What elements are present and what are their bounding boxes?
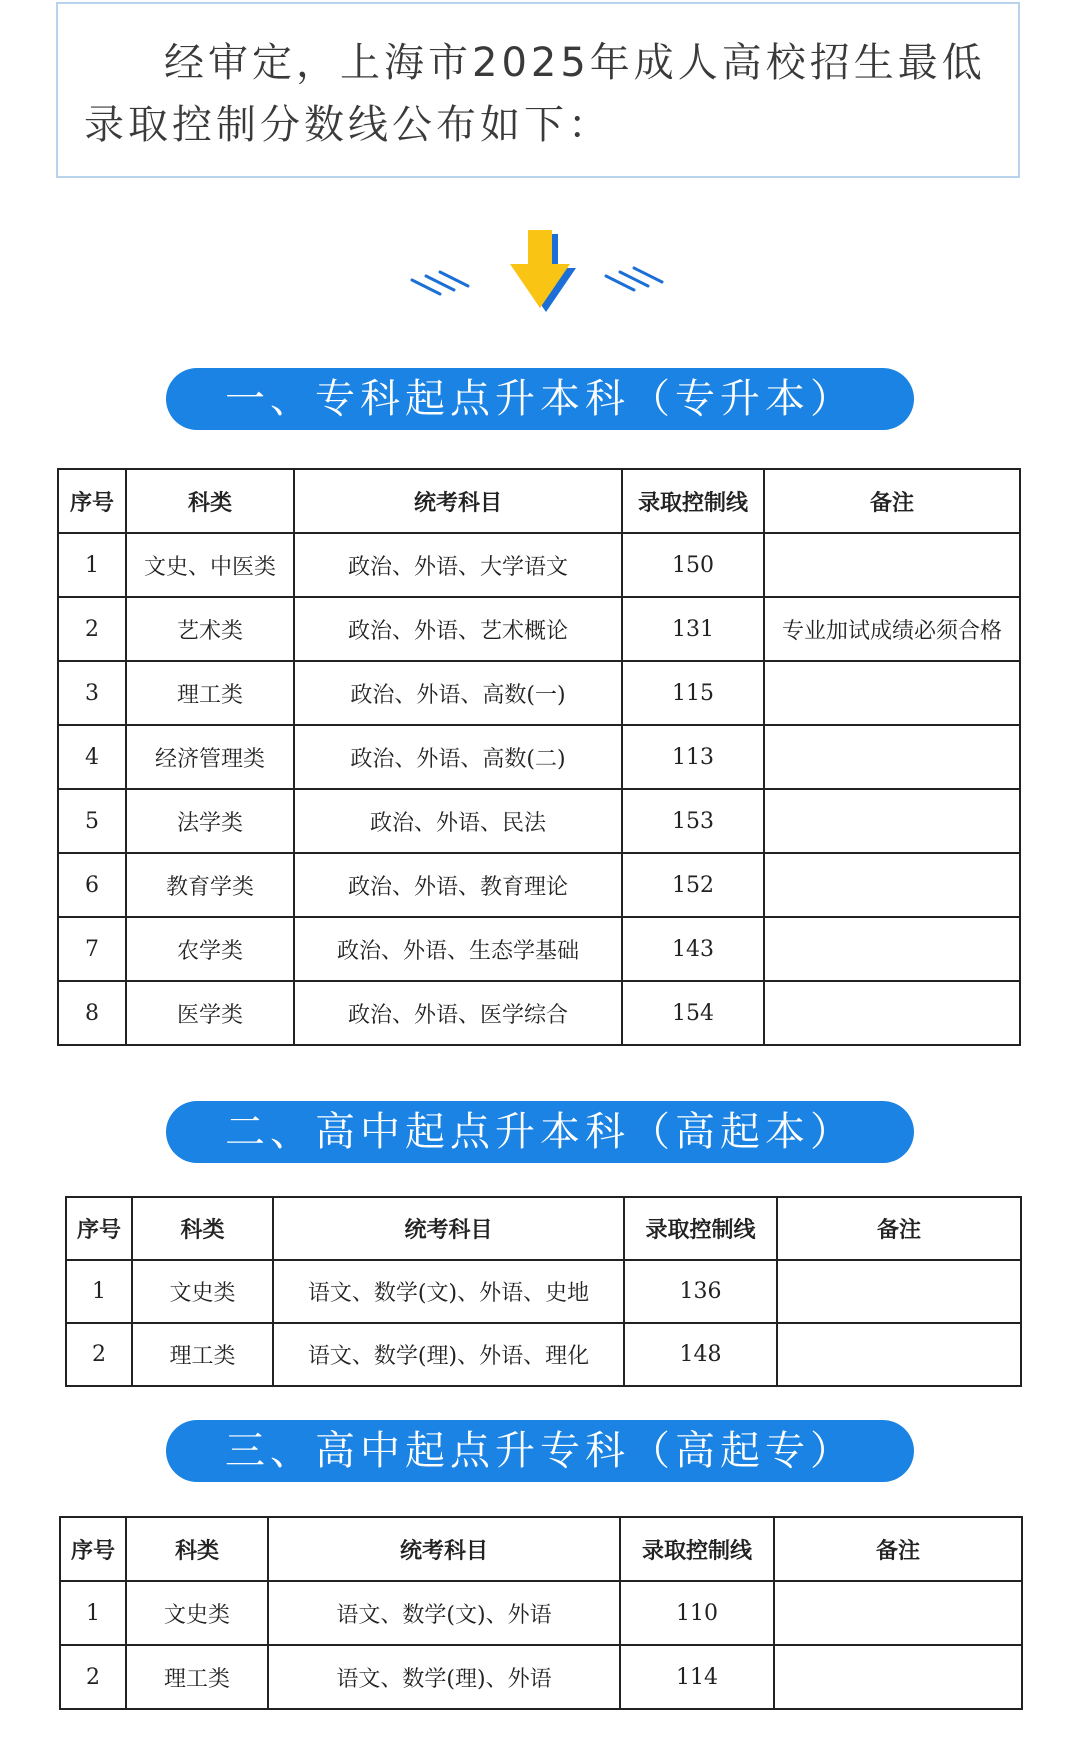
cell-category: 文史类 xyxy=(126,1581,268,1645)
cell-subjects: 政治、外语、艺术概论 xyxy=(294,597,622,661)
cell-score: 152 xyxy=(622,853,764,917)
header-no: 序号 xyxy=(58,469,126,533)
table-row xyxy=(60,1581,1022,1645)
cell-no: 4 xyxy=(58,725,126,789)
cell-no: 2 xyxy=(58,597,126,661)
score-table-2 xyxy=(65,1196,1022,1387)
section-title-1: 一、专科起点升本科（专升本） xyxy=(166,368,914,430)
cell-category: 文史类 xyxy=(132,1260,273,1323)
cell-category: 理工类 xyxy=(132,1323,273,1386)
cell-remark xyxy=(764,661,1020,725)
cell-no: 1 xyxy=(58,533,126,597)
cell-subjects: 语文、数学(文)、外语 xyxy=(268,1581,620,1645)
table-row xyxy=(66,1260,1021,1323)
cell-score: 150 xyxy=(622,533,764,597)
cell-category: 艺术类 xyxy=(126,597,294,661)
right-hatch-icon xyxy=(606,268,662,290)
header-remark: 备注 xyxy=(764,469,1020,533)
down-arrow-icon xyxy=(510,230,576,312)
header-no: 序号 xyxy=(60,1517,126,1581)
header-remark: 备注 xyxy=(774,1517,1022,1581)
cell-category: 理工类 xyxy=(126,661,294,725)
intro-box xyxy=(56,2,1020,178)
header-category: 科类 xyxy=(126,1517,268,1581)
cell-score: 136 xyxy=(624,1260,777,1323)
cell-subjects: 语文、数学(文)、外语、史地 xyxy=(273,1260,624,1323)
table-row xyxy=(58,853,1020,917)
cell-category: 法学类 xyxy=(126,789,294,853)
table-row xyxy=(58,981,1020,1045)
cell-remark xyxy=(774,1581,1022,1645)
header-subjects: 统考科目 xyxy=(273,1197,624,1260)
table-row xyxy=(58,533,1020,597)
down-arrow-divider xyxy=(400,228,680,324)
cell-no: 2 xyxy=(66,1323,132,1386)
cell-remark xyxy=(764,789,1020,853)
cell-category: 文史、中医类 xyxy=(126,533,294,597)
table-row xyxy=(58,597,1020,661)
intro-text: 经审定，上海市2025年成人高校招生最低录取控制分数线公布如下： xyxy=(84,40,986,148)
cell-remark xyxy=(774,1645,1022,1709)
table-row xyxy=(66,1323,1021,1386)
score-table-3 xyxy=(59,1516,1023,1710)
header-no: 序号 xyxy=(66,1197,132,1260)
table-header-row xyxy=(60,1517,1022,1581)
table-row xyxy=(58,661,1020,725)
table-row xyxy=(58,725,1020,789)
cell-subjects: 政治、外语、医学综合 xyxy=(294,981,622,1045)
cell-category: 经济管理类 xyxy=(126,725,294,789)
table-header-row xyxy=(66,1197,1021,1260)
table-header-row xyxy=(58,469,1020,533)
cell-subjects: 语文、数学(理)、外语 xyxy=(268,1645,620,1709)
cell-subjects: 政治、外语、大学语文 xyxy=(294,533,622,597)
cell-subjects: 政治、外语、高数(一) xyxy=(294,661,622,725)
header-category: 科类 xyxy=(126,469,294,533)
cell-remark: 专业加试成绩必须合格 xyxy=(764,597,1020,661)
cell-remark xyxy=(764,853,1020,917)
cell-no: 8 xyxy=(58,981,126,1045)
cell-score: 115 xyxy=(622,661,764,725)
cell-category: 教育学类 xyxy=(126,853,294,917)
cell-remark xyxy=(764,725,1020,789)
header-remark: 备注 xyxy=(777,1197,1021,1260)
cell-remark xyxy=(777,1260,1021,1323)
cell-subjects: 政治、外语、高数(二) xyxy=(294,725,622,789)
cell-score: 153 xyxy=(622,789,764,853)
header-score: 录取控制线 xyxy=(622,469,764,533)
cell-category: 医学类 xyxy=(126,981,294,1045)
cell-remark xyxy=(764,981,1020,1045)
table-row xyxy=(60,1645,1022,1709)
cell-score: 148 xyxy=(624,1323,777,1386)
cell-remark xyxy=(777,1323,1021,1386)
table-row xyxy=(58,917,1020,981)
cell-category: 理工类 xyxy=(126,1645,268,1709)
cell-remark xyxy=(764,533,1020,597)
header-subjects: 统考科目 xyxy=(268,1517,620,1581)
left-hatch-icon xyxy=(412,272,468,294)
cell-no: 1 xyxy=(60,1581,126,1645)
cell-score: 154 xyxy=(622,981,764,1045)
cell-no: 6 xyxy=(58,853,126,917)
cell-no: 2 xyxy=(60,1645,126,1709)
cell-no: 5 xyxy=(58,789,126,853)
score-table-1 xyxy=(57,468,1021,1046)
cell-category: 农学类 xyxy=(126,917,294,981)
section-title-2: 二、高中起点升本科（高起本） xyxy=(166,1101,914,1163)
cell-subjects: 政治、外语、生态学基础 xyxy=(294,917,622,981)
cell-subjects: 政治、外语、教育理论 xyxy=(294,853,622,917)
cell-subjects: 政治、外语、民法 xyxy=(294,789,622,853)
cell-no: 7 xyxy=(58,917,126,981)
cell-no: 3 xyxy=(58,661,126,725)
cell-score: 143 xyxy=(622,917,764,981)
cell-no: 1 xyxy=(66,1260,132,1323)
header-score: 录取控制线 xyxy=(620,1517,774,1581)
section-title-3: 三、高中起点升专科（高起专） xyxy=(166,1420,914,1482)
cell-score: 110 xyxy=(620,1581,774,1645)
cell-subjects: 语文、数学(理)、外语、理化 xyxy=(273,1323,624,1386)
cell-score: 131 xyxy=(622,597,764,661)
cell-remark xyxy=(764,917,1020,981)
header-category: 科类 xyxy=(132,1197,273,1260)
header-subjects: 统考科目 xyxy=(294,469,622,533)
cell-score: 113 xyxy=(622,725,764,789)
table-row xyxy=(58,789,1020,853)
header-score: 录取控制线 xyxy=(624,1197,777,1260)
cell-score: 114 xyxy=(620,1645,774,1709)
